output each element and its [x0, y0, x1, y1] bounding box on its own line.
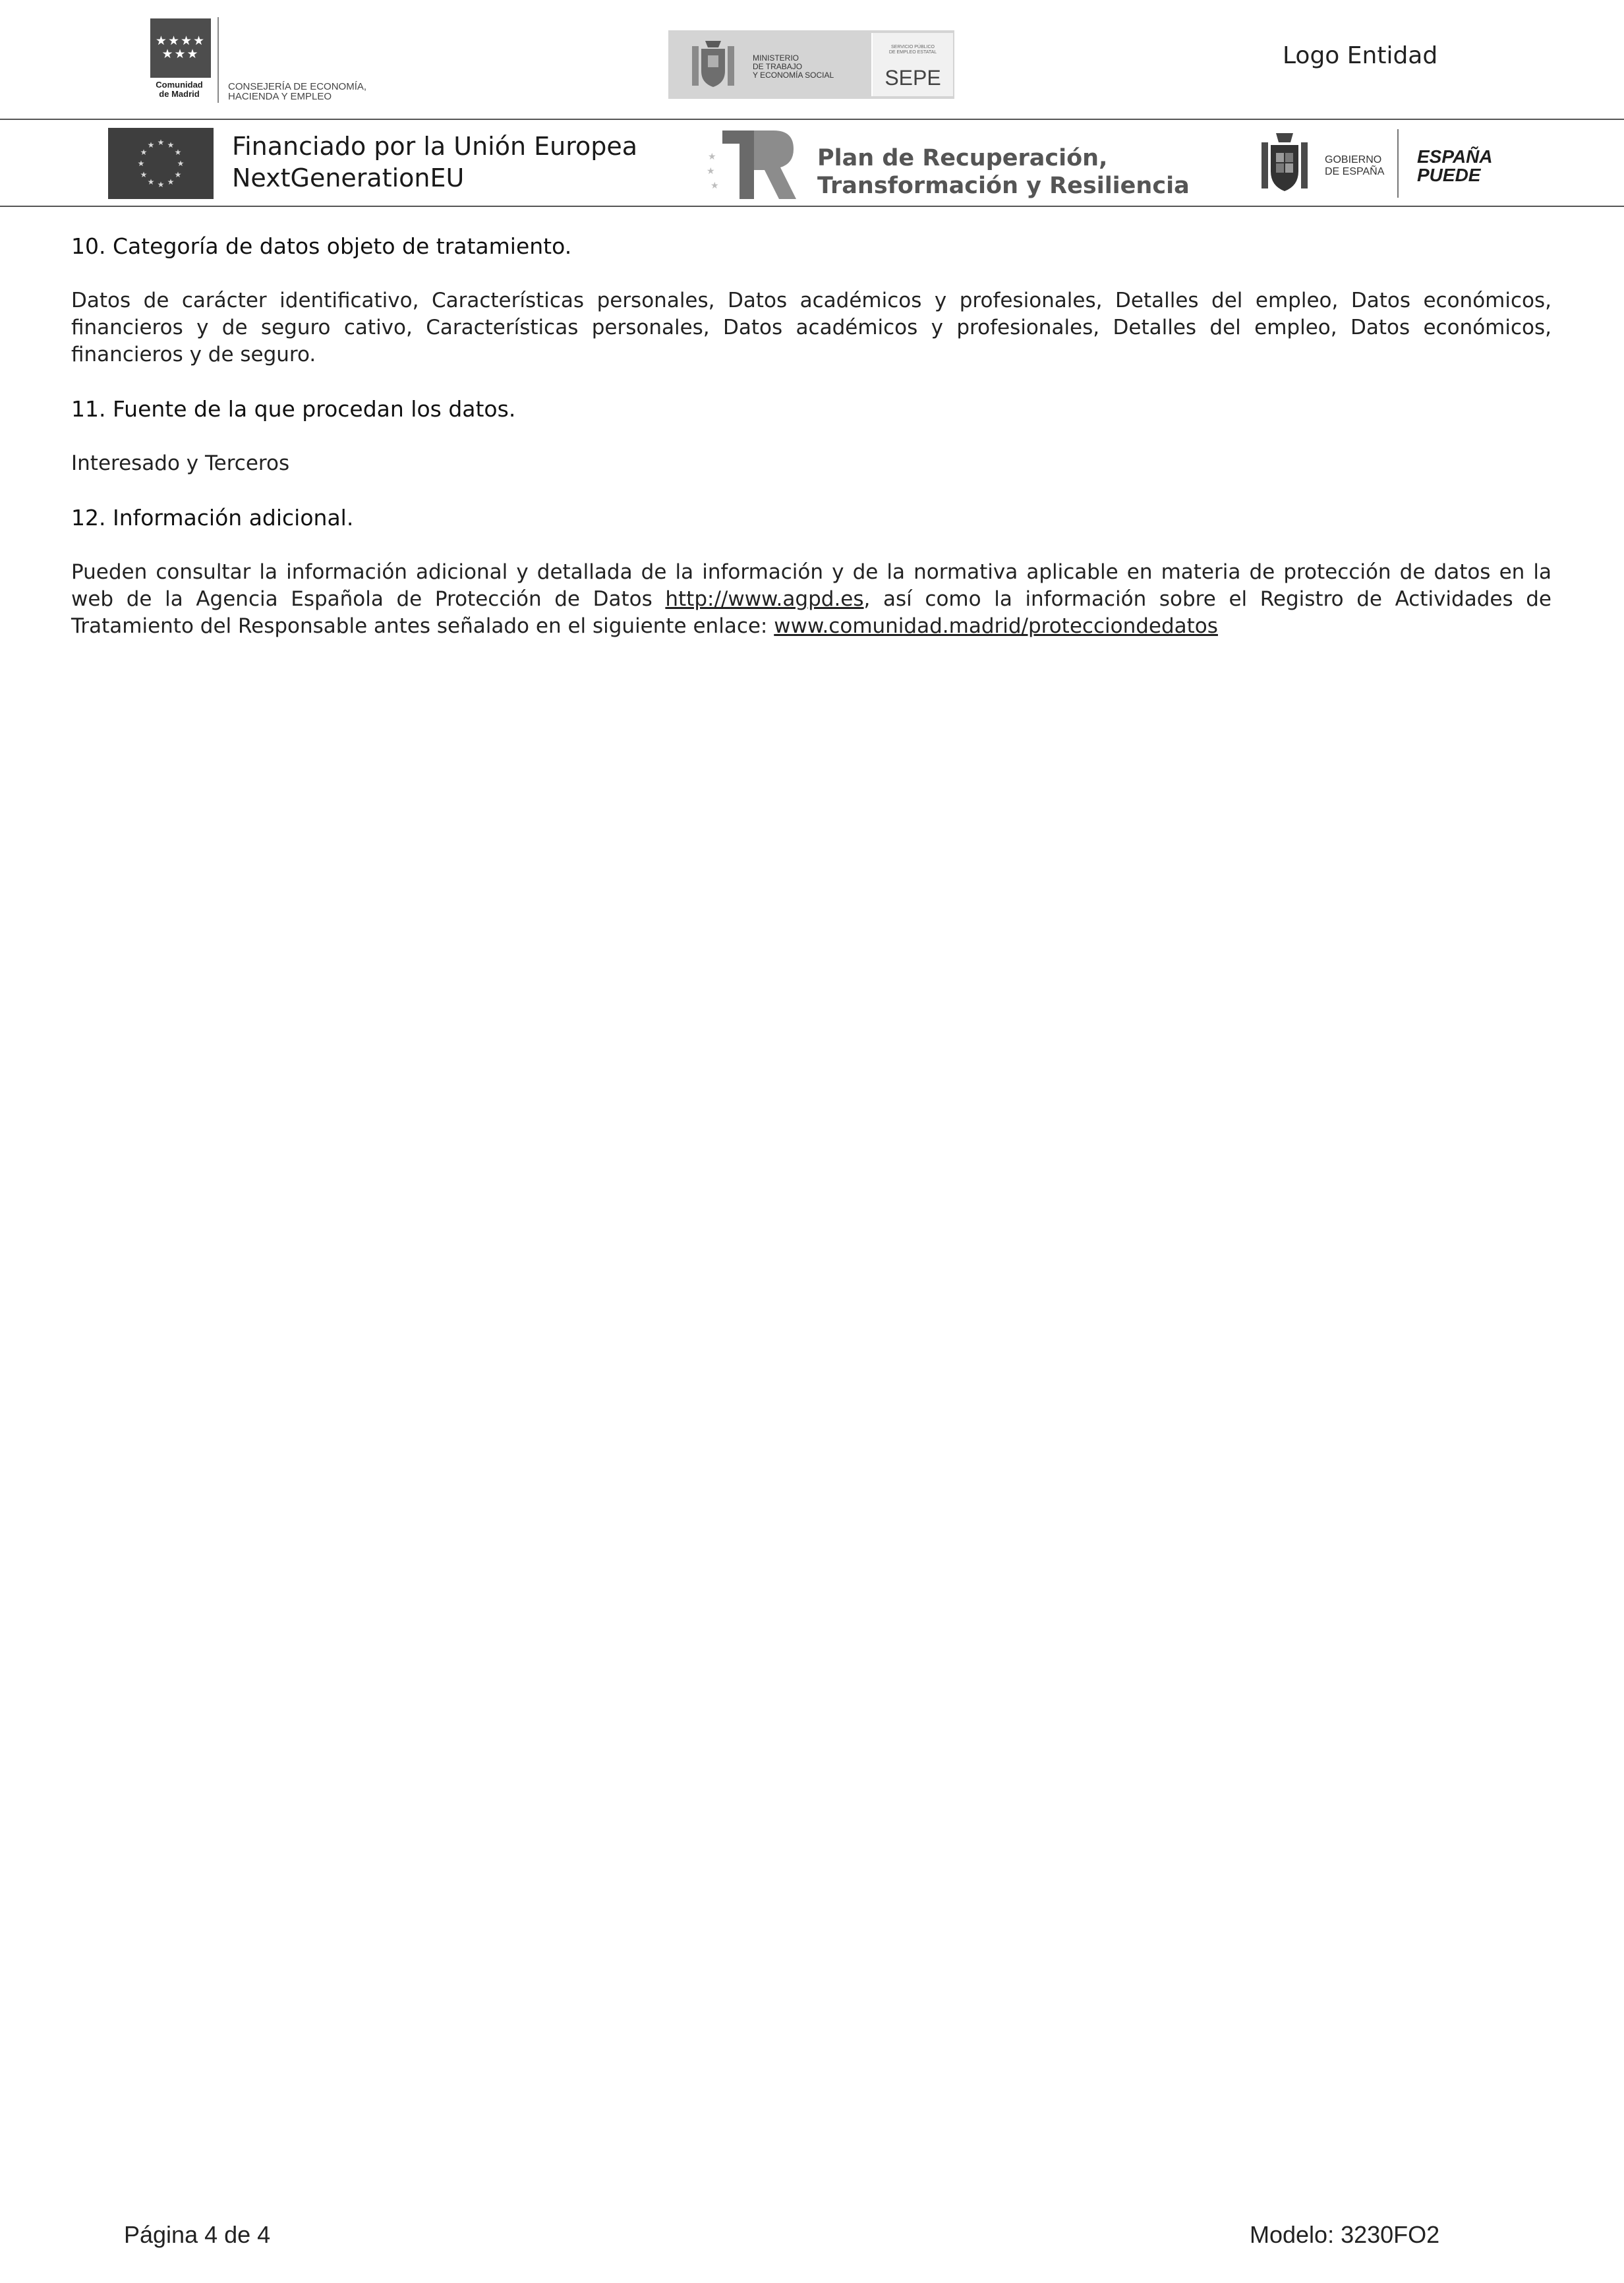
svg-text:★: ★	[167, 177, 175, 187]
section-12-text-part1: Pueden consultar la información adicional y detallada de la información y de la normativa aplicable en materia de protección de datos en la web de la Agencia Española de Protección de Datos	[71, 560, 1552, 611]
svg-text:★: ★	[174, 148, 182, 157]
svg-text:★: ★	[177, 159, 185, 168]
coat-of-arms-icon	[685, 37, 741, 91]
svg-text:★: ★	[140, 148, 148, 157]
document-body	[71, 232, 1552, 640]
banner-rule	[0, 206, 1624, 207]
madrid-name: Comunidad de Madrid	[156, 80, 203, 99]
svg-text:★: ★	[174, 170, 182, 179]
svg-text:★: ★	[157, 180, 165, 189]
header-divider	[218, 17, 219, 103]
svg-text:★: ★	[137, 159, 145, 168]
consejeria-label: CONSEJERÍA DE ECONOMÍA, HACIENDA Y EMPLEO	[228, 81, 367, 102]
svg-text:★: ★	[147, 177, 155, 187]
espana-puede-label: ESPAÑA PUEDE	[1417, 146, 1493, 185]
ministerio-label: MINISTERIO DE TRABAJO Y ECONOMÍA SOCIAL	[753, 53, 834, 80]
header-rule	[0, 119, 1624, 120]
eu-flag-icon	[108, 128, 214, 199]
recovery-plan-line2: Transformación y Resiliencia	[817, 173, 1190, 199]
svg-text:★: ★	[140, 170, 148, 179]
sepe-subtitle: SERVICIO PÚBLICO DE EMPLEO ESTATAL	[888, 45, 937, 55]
recovery-plan-line1: Plan de Recuperación,	[817, 145, 1108, 171]
eu-funding-line1: Financiado por la Unión Europea	[232, 132, 638, 161]
section-12-body	[71, 559, 1552, 640]
gobierno-label: GOBIERNO DE ESPAÑA	[1325, 154, 1385, 177]
sepe-label: SEPE	[884, 66, 941, 90]
banner-divider	[1397, 129, 1399, 198]
madrid-stars-icon: ★★★★ ★★★	[155, 34, 206, 61]
svg-text:★: ★	[708, 152, 716, 162]
section-11-body: Interesado y Terceros	[71, 451, 290, 475]
proteccion-datos-link[interactable]: www.comunidad.madrid/protecciondedatos	[774, 614, 1218, 638]
recovery-plan-logo-icon	[705, 127, 798, 202]
svg-text:★: ★	[147, 140, 155, 150]
svg-text:★: ★	[167, 140, 175, 150]
svg-text:★: ★	[707, 166, 715, 177]
agpd-link[interactable]: http://www.agpd.es	[665, 587, 864, 611]
section-12-text-part2: , así como la información sobre el Registro de Actividades de Tratamiento del Responsable antes señalado en el siguiente enlace:	[71, 587, 1552, 638]
gobierno-coat-of-arms-icon	[1258, 129, 1312, 196]
modelo-code: Modelo: 3230FO2	[1250, 2221, 1440, 2248]
svg-text:★: ★	[710, 181, 719, 191]
page-number: Página 4 de 4	[124, 2221, 271, 2248]
logo-entidad: Logo Entidad	[1283, 42, 1438, 69]
eu-funding-line2: NextGenerationEU	[232, 163, 465, 192]
section-10-heading: 10. Categoría de datos objeto de tratamiento.	[71, 233, 572, 259]
section-12-heading: 12. Información adicional.	[71, 505, 354, 531]
svg-text:★: ★	[157, 138, 165, 147]
section-10-body: Datos de carácter identificativo, Características personales, Datos académicos y profesionales, Detalles del empleo, Datos económicos, financieros y de seguro cativo, Características personales, Datos académicos y profesionales, Detalles del empleo, Datos económicos, financieros y de seguro.	[71, 289, 1552, 366]
section-11-heading: 11. Fuente de la que procedan los datos.	[71, 396, 516, 422]
